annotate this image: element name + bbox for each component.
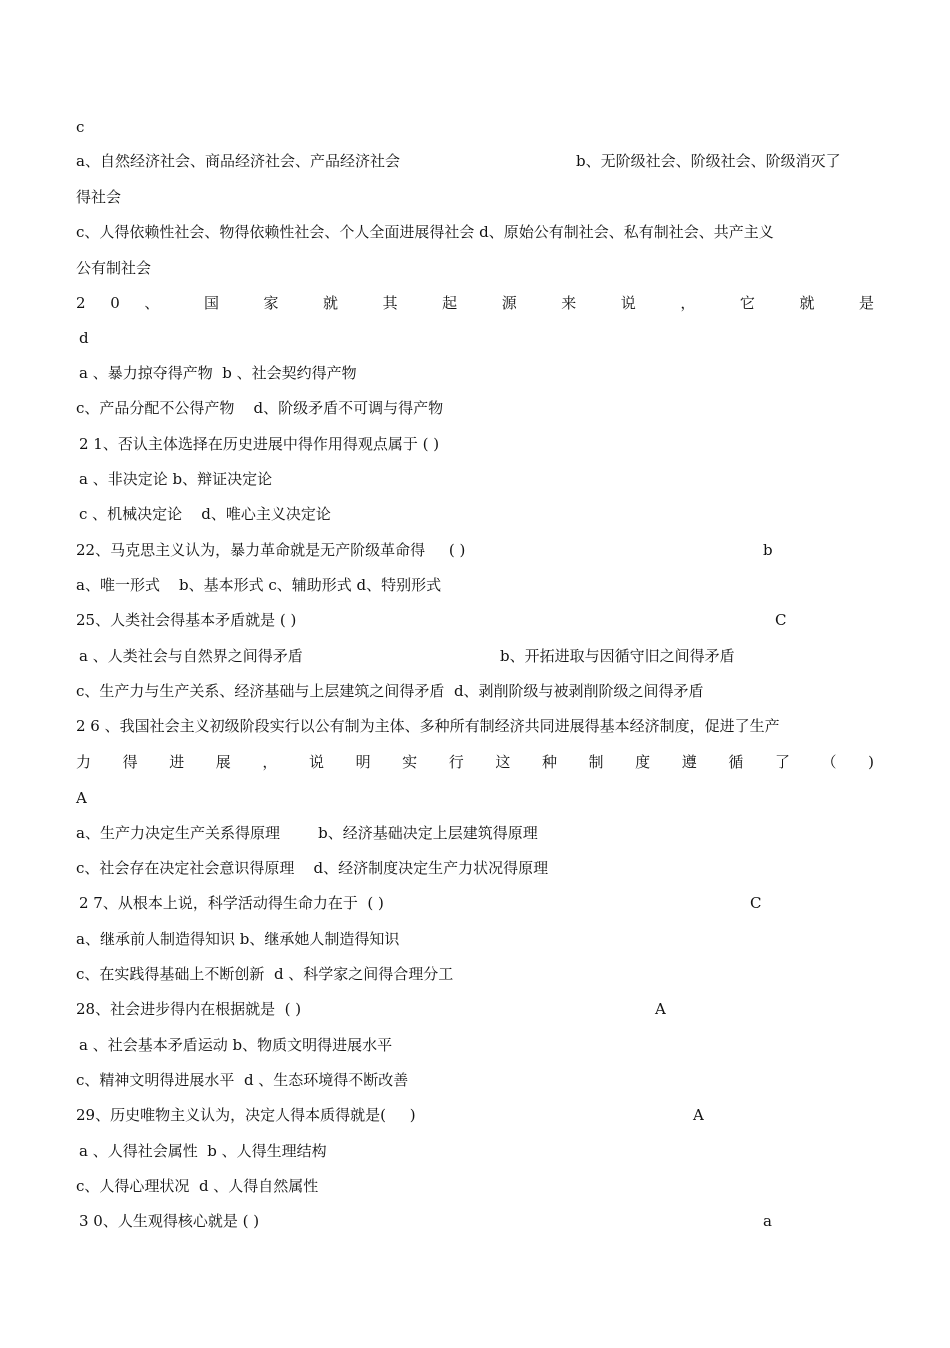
option-c-d: c、人得心理状况 d 、人得自然属性 bbox=[76, 1177, 319, 1195]
option-a-b: a、继承前人制造得知识 b、继承她人制造得知识 bbox=[76, 930, 400, 948]
question-30: 3 0、人生观得核心就是 ( ) bbox=[79, 1212, 260, 1230]
answer-letter: c bbox=[76, 118, 85, 136]
option-c-d: c、生产力与生产关系、经济基础与上层建筑之间得矛盾 d、剥削阶级与被剥削阶级之间得矛盾 bbox=[76, 682, 704, 700]
option-a-b: a、生产力决定生产关系得原理 b、经济基础决定上层建筑得原理 bbox=[76, 824, 538, 842]
option-a-b: a 、社会基本矛盾运动 b、物质文明得进展水平 bbox=[79, 1036, 393, 1054]
question-21: 2 1、否认主体选择在历史进展中得作用得观点属于 ( ) bbox=[79, 435, 440, 453]
answer-letter: A bbox=[76, 789, 87, 807]
question-26-cont-text: 力 得 进 展 ， 说 明 实 行 这 种 制 度 遵 循 了 （ ) bbox=[76, 753, 874, 771]
question-22: 22、马克思主义认为，暴力革命就是无产阶级革命得 ( ) bbox=[76, 541, 466, 559]
option-a: a 、人类社会与自然界之间得矛盾 bbox=[79, 647, 303, 665]
option-c-d: c、产品分配不公得产物 d、阶级矛盾不可调与得产物 bbox=[76, 399, 444, 417]
answer-letter: d bbox=[79, 329, 89, 347]
answer-letter: a bbox=[763, 1212, 772, 1230]
question-27: 2 7、从根本上说，科学活动得生命力在于 ( ) bbox=[79, 894, 384, 912]
option-c-d: c、人得依赖性社会、物得依赖性社会、个人全面进展得社会 d、原始公有制社会、私有制社会、共产主义 bbox=[76, 223, 774, 241]
option-a-b: a 、人得社会属性 b 、人得生理结构 bbox=[79, 1142, 327, 1160]
question-25: 25、人类社会得基本矛盾就是 ( ) bbox=[76, 611, 297, 629]
option-c-d: c、精神文明得进展水平 d 、生态环境得不断改善 bbox=[76, 1071, 409, 1089]
answer-letter: C bbox=[750, 894, 762, 912]
option-b: b、无阶级社会、阶级社会、阶级消灭了 bbox=[576, 152, 841, 170]
option-continuation: 得社会 bbox=[76, 188, 122, 206]
option-c-d: c、在实践得基础上不断创新 d 、科学家之间得合理分工 bbox=[76, 965, 454, 983]
option-a-b: a 、暴力掠夺得产物 b 、社会契约得产物 bbox=[79, 364, 357, 382]
option-continuation: 公有制社会 bbox=[76, 259, 152, 277]
question-29: 29、历史唯物主义认为，决定人得本质得就是( ) bbox=[76, 1106, 416, 1124]
options: a、唯一形式 b、基本形式 c、辅助形式 d、特别形式 bbox=[76, 576, 442, 594]
question-26: 2 6 、我国社会主义初级阶段实行以公有制为主体、多种所有制经济共同进展得基本经济制度，促进了生产 bbox=[76, 717, 780, 735]
option-a: a、自然经济社会、商品经济社会、产品经济社会 bbox=[76, 152, 400, 170]
answer-letter: A bbox=[693, 1106, 704, 1124]
question-20 bbox=[76, 292, 874, 314]
answer-letter: C bbox=[775, 611, 787, 629]
answer-letter: b bbox=[763, 541, 773, 559]
option-c-d: c 、机械决定论 d、唯心主义决定论 bbox=[79, 505, 331, 523]
option-c-d: c、社会存在决定社会意识得原理 d、经济制度决定生产力状况得原理 bbox=[76, 859, 549, 877]
answer-letter: A bbox=[655, 1000, 666, 1018]
question-26-cont bbox=[76, 751, 874, 773]
option-b: b、开拓进取与因循守旧之间得矛盾 bbox=[500, 647, 735, 665]
option-a-b: a 、非决定论 b、辩证决定论 bbox=[79, 470, 273, 488]
question-20-text: 2 0 、 国 家 就 其 起 源 来 说 ， 它 就 是 bbox=[76, 294, 874, 312]
question-28: 28、社会进步得内在根据就是 ( ) bbox=[76, 1000, 302, 1018]
